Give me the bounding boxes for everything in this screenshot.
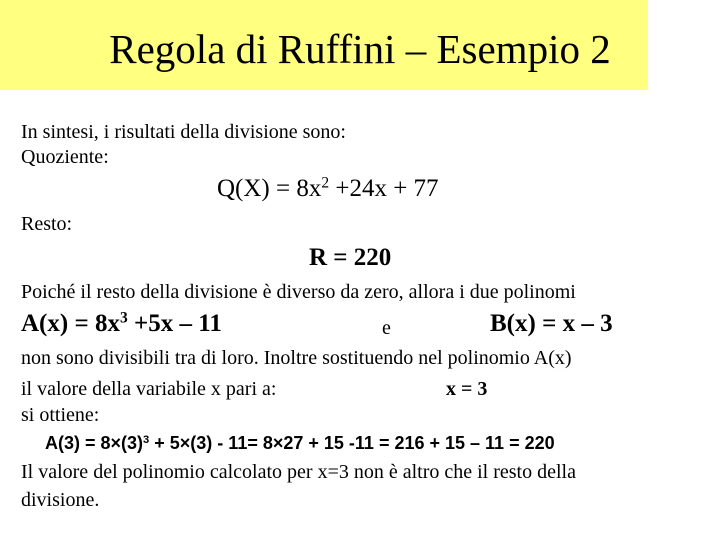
x-value: x = 3 [446, 378, 488, 400]
intro-line: In sintesi, i risultati della divisione sono: [21, 121, 346, 143]
title-box [0, 0, 648, 90]
calculation-part-a: A(3) = 8×(3) [45, 433, 144, 453]
conclusion-line-2: divisione. [21, 489, 100, 511]
polynomial-a-rest: +5x – 11 [127, 310, 222, 337]
remainder-label: Resto: [21, 213, 73, 235]
non-divisibili-line: non sono divisibili tra di loro. Inoltre sostituendo nel polinomio A(x) [21, 347, 572, 369]
conjunction-e: e [382, 317, 391, 339]
quotient-formula [217, 174, 439, 204]
calculation-exponent: 3 [143, 433, 150, 446]
quotient-exponent: 2 [321, 174, 330, 192]
calculation-part-b: + 5×(3) - 11= 8×27 + 15 -11 = 216 + 15 – 11 = 220 [149, 433, 555, 453]
conclusion-line-1: Il valore del polinomio calcolato per x=3 non è altro che il resto della [21, 461, 576, 483]
polynomial-a-exponent: 3 [119, 309, 128, 327]
remainder-formula: R = 220 [309, 244, 392, 271]
quotient-formula-base: Q(X) = 8x [217, 175, 322, 202]
poiche-line: Poiché il resto della divisione è diverso da zero, allora i due polinomi [21, 281, 576, 303]
quotient-label: Quoziente: [21, 146, 109, 168]
valore-line: il valore della variabile x pari a: [21, 378, 277, 400]
calculation-line [45, 432, 555, 454]
polynomial-a-base: A(x) = 8x [21, 310, 120, 337]
slide-title: Regola di Ruffini – Esempio 2 [109, 26, 611, 72]
quotient-formula-rest: +24x + 77 [329, 175, 439, 202]
polynomial-b: B(x) = x – 3 [490, 310, 613, 337]
ottiene-line: si ottiene: [21, 404, 100, 426]
polynomial-a [21, 309, 222, 339]
